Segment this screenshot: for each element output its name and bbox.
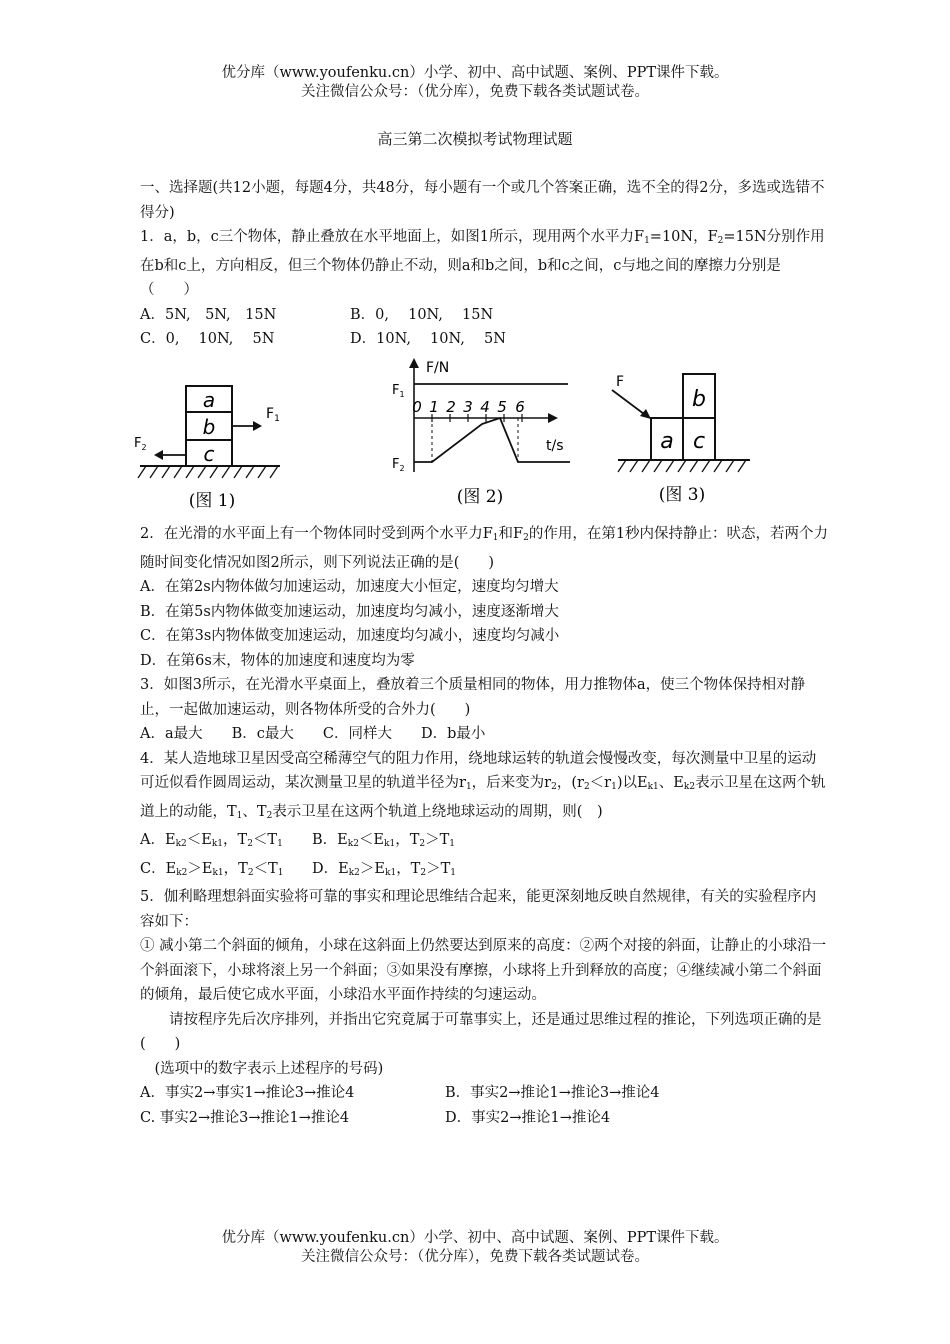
header-line-2: 关注微信公众号：（优分库），免费下载各类试题试卷。	[301, 84, 649, 100]
page-title: 高三第二次模拟考试物理试题	[377, 130, 573, 148]
tick-0: 0	[412, 398, 422, 416]
label-c: c	[692, 429, 706, 454]
label-b: b	[202, 415, 216, 439]
question-4-options-row-1	[140, 828, 830, 857]
question-3-stem: 3．如图3所示，在光滑水平桌面上，叠放着三个质量相同的物体，用力推物体a，使三个物体保持相对静止，一起做加速运动，则各物体所受的合外力( )	[140, 677, 806, 718]
question-1-options-row-1	[140, 303, 830, 328]
question-5-options-row-1	[140, 1081, 830, 1106]
section-1-heading: 一、选择题(共12小题，每题4分，共48分，每小题有一个或几个答案正确，选不全的得2分，多选或选错不得分)	[140, 180, 825, 221]
q4-option-c: C．$E_{k2}>E_{k1}$，$T_2<T_1$	[140, 860, 284, 878]
q2-option-a: A．在第2s内物体做匀加速运动，加速度大小恒定，速度均匀增大	[140, 579, 559, 595]
footer-line-2: 关注微信公众号：（优分库），免费下载各类试题试卷。	[301, 1249, 649, 1265]
figure-3-caption: (图 3)	[658, 485, 706, 505]
q5-option-b: B．事实2→推论1→推论3→推论4	[445, 1085, 660, 1101]
force-f-label: F	[616, 374, 625, 390]
x-axis-label: t/s	[546, 438, 564, 454]
figure-2-caption: (图 2)	[456, 487, 504, 507]
tick-4: 4	[480, 398, 490, 416]
q4-option-d: D．$E_{k2}>E_{k1}$，$T_2>T_1$	[312, 860, 456, 878]
question-5-options-row-2	[140, 1106, 830, 1131]
question-5-stem: 5．伽利略理想斜面实验将可靠的事实和理论思维结合起来，能更深刻地反映自然规律，有关的实验程序内容如下：	[140, 889, 817, 930]
force-f-arrow	[612, 390, 644, 414]
q1-option-d: D．10N, 10N, 5N	[350, 331, 506, 347]
question-5-ask: 请按程序先后次序排列，并指出它究竟属于可靠事实上，还是通过思维过程的推论，下列选项正确的是( )	[140, 1011, 822, 1052]
figure-3	[612, 374, 750, 505]
label-b: b	[692, 387, 706, 412]
label-c: c	[203, 442, 215, 466]
label-a: a	[660, 429, 674, 454]
q1-option-a: A．5N, 5N, 15N	[140, 306, 277, 323]
figures-row	[134, 352, 778, 512]
q4-option-a: A．$E_{k2}<E_{k1}$，$T_2<T_1$	[140, 832, 283, 849]
question-4-options-row-2	[140, 857, 830, 886]
question-5-note: (选项中的数字表示上述程序的号码)	[140, 1060, 384, 1077]
tick-1: 1	[429, 398, 439, 416]
force-f2-arrowhead	[154, 450, 163, 460]
questions-2-5	[140, 522, 830, 1130]
q4-option-b: B．$E_{k2}<E_{k1}$，$T_2>T_1$	[312, 832, 456, 849]
q2-option-c: C．在第3s内物体做变加速运动，加速度均匀减小，速度均匀减小	[140, 628, 560, 644]
q2-option-d: D．在第6s末，物体的加速度和速度均为零	[140, 652, 415, 669]
footer-line-1: 优分库（www.youfenku.cn）小学、初中、高中试题、案例、PPT课件下载。	[221, 1230, 729, 1246]
header-line-1: 优分库（www.youfenku.cn）小学、初中、高中试题、案例、PPT课件下载。	[221, 65, 729, 81]
q3-options: A．a最大 B．c最大 C．同样大 D．b最小	[140, 726, 486, 742]
question-4-stem: 4．某人造地球卫星因受高空稀薄空气的阻力作用，绕地球运转的轨道会慢慢改变，每次测量中卫星的运动可近似看作圆周运动，某次测量卫星的轨道半径为$r_1$，后来变为$r_2$，$(r_2<r_1)$以$E_{k1}$、$E_{k2}$表示卫星在这两个轨道上的动能，$T_1$、$T_2$表示卫星在这两个轨道上绕地球运动的周期，则( )	[140, 750, 826, 821]
y-axis-label: F/N	[426, 360, 450, 376]
page-footer	[0, 1229, 950, 1267]
q1-option-c: C．0, 10N, 5N	[140, 331, 275, 347]
q5-option-c: C. 事实2→推论3→推论1→推论4	[140, 1109, 350, 1126]
q2-option-b: B．在第5s内物体做变加速运动，加速度均匀减小，速度逐渐增大	[140, 603, 559, 620]
question-2-stem: 2．在光滑的水平面上有一个物体同时受到两个水平力$F_1$和$F_2$的作用，在第1秒内保持静止：吠态，若两个力随时间变化情况如图2所示，则下列说法正确的是( )	[140, 526, 829, 571]
figures-svg	[134, 352, 778, 512]
figure-2	[392, 358, 570, 507]
label-a: a	[202, 388, 216, 412]
tick-2: 2	[446, 398, 456, 416]
tick-5: 5	[497, 398, 507, 416]
figure-1-caption: (图 1)	[188, 491, 236, 511]
page-header	[0, 64, 950, 102]
force-f1-label: $F_1$	[266, 406, 280, 424]
section-1-intro	[140, 176, 830, 352]
question-1-options-row-2	[140, 327, 830, 352]
tick-3: 3	[463, 398, 473, 416]
force-f2-label: $F_2$	[134, 436, 147, 452]
tick-6: 6	[515, 398, 525, 416]
question-1-stem: 1．a，b，c三个物体，静止叠放在水平地面上，如图1所示，现用两个水平力$F_1=10N$，$F_2=15N$分别作用在b和c上，方向相反，但三个物体仍静止不动，则a和b之间，b和c之间，c与地之间的摩擦力分别是 （ ）	[140, 229, 825, 298]
force-f1-arrowhead	[253, 421, 262, 431]
figure-1	[134, 386, 280, 511]
q5-option-d: D．事实2→推论1→推论4	[445, 1109, 611, 1126]
q5-option-a: A．事实2→事实1→推论3→推论4	[140, 1085, 355, 1101]
f1-axis-label: $F_1$	[392, 383, 405, 399]
f2-axis-label: $F_2$	[392, 457, 405, 473]
question-5-steps: ① 减小第二个斜面的倾角，小球在这斜面上仍然要达到原来的高度：②两个对接的斜面，让静止的小球沿一个斜面滚下，小球将滚上另一个斜面；③如果没有摩擦，小球将上升到释放的高度；④继续减小第二个斜面的倾角，最后使它成水平面，小球沿水平面作持续的匀速运动。	[140, 938, 827, 1003]
q1-option-b: B．0, 10N, 15N	[350, 306, 494, 323]
